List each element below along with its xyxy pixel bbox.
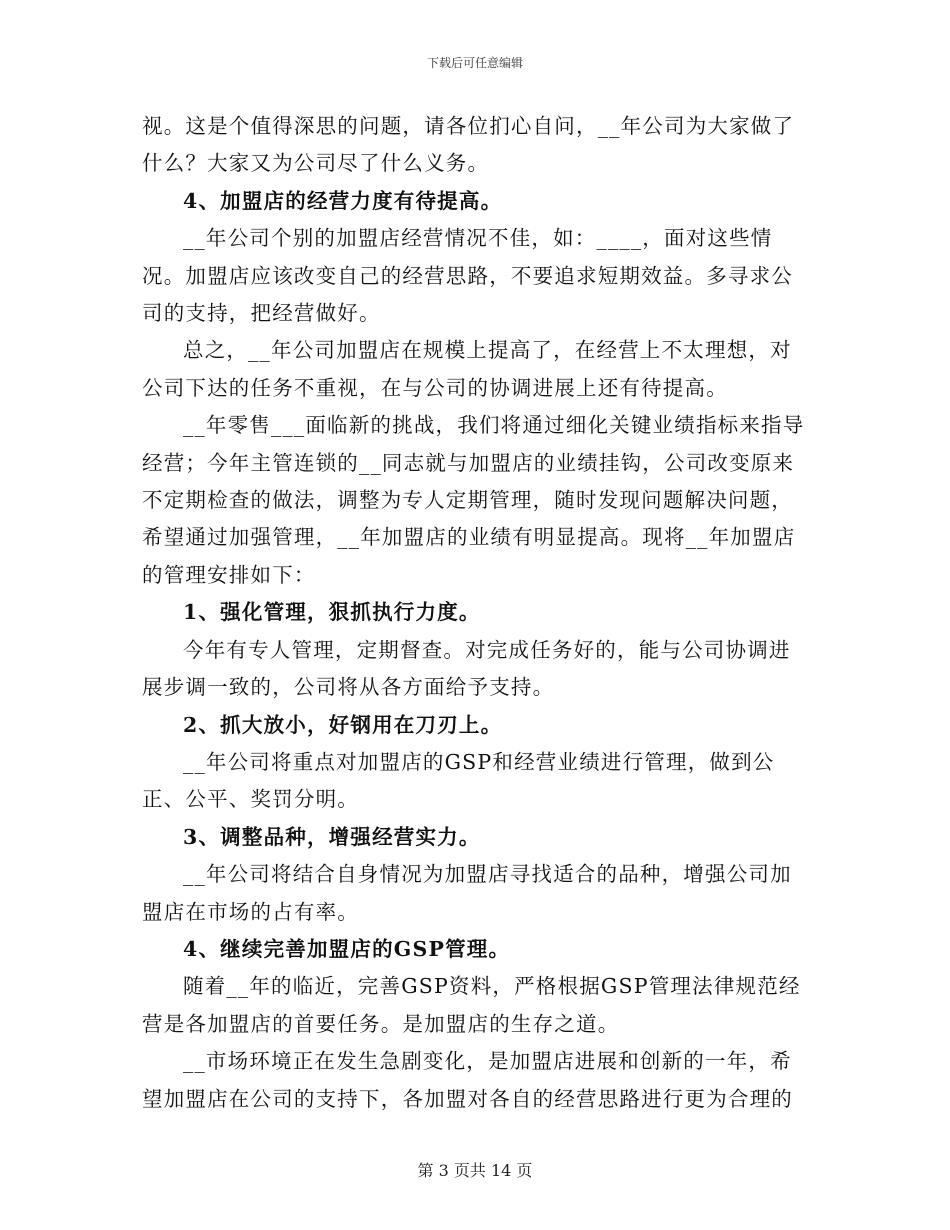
section-heading: 2、抓大放小，好钢用在刀刃上。 [183,712,503,737]
paragraph: 今年有专人管理，定期督查。对完成任务好的，能与公司协调进展步调一致的，公司将从各方面给予支持。 [142,637,791,700]
paragraph: 总之，__年公司加盟店在规模上提高了，在经营上不太理想，对公司下达的任务不重视，在与公司的协调进展上还有待提高。 [142,338,792,400]
section-heading: 4、继续完善加盟店的GSP管理。 [183,936,511,961]
paragraph: __年公司个别的加盟店经营情况不佳，如：____，面对这些情况。加盟店应该改变自己的经营思路，不要追求短期效益。多寻求公司的支持，把经营做好。 [142,226,793,326]
document-body [142,108,812,1118]
paragraph: __年零售___面临新的挑战，我们将通过细化关键业绩指标来指导经营；今年主管连锁的__同志就与加盟店的业绩挂钩，公司改变原来不定期检查的做法，调整为专人定期管理，随时发现问题解决问题，希望通过加强管理，__年加盟店的业绩有明显提高。现将__年加盟店的管理安排如下： [142,413,805,587]
paragraph: __年公司将结合自身情况为加盟店寻找适合的品种，增强公司加盟店在市场的占有率。 [142,862,792,924]
paragraph: __年公司将重点对加盟店的GSP和经营业绩进行管理，做到公正、公平、奖罚分明。 [142,749,775,812]
page-header-note: 下载后可任意编辑 [426,56,523,70]
paragraph-continued: 视。这是个值得深思的问题，请各位扪心自问，__年公司为大家做了什么？大家又为公司尽了什么义务。 [142,114,795,176]
paragraph: __市场环境正在发生急剧变化，是加盟店进展和创新的一年，希望加盟店在公司的支持下，各加盟对各自的经营思路进行更为合理的 [142,1049,793,1111]
section-heading: 3、调整品种，增强经营实力。 [183,824,481,849]
page-number: 第 3 页共 14 页 [417,1161,533,1180]
section-heading: 4、加盟店的经营力度有待提高。 [183,188,503,213]
section-heading: 1、强化管理，狠抓执行力度。 [183,600,481,625]
paragraph: 随着__年的临近，完善GSP资料，严格根据GSP管理法律规范经营是各加盟店的首要任务。是加盟店的生存之道。 [142,974,801,1036]
